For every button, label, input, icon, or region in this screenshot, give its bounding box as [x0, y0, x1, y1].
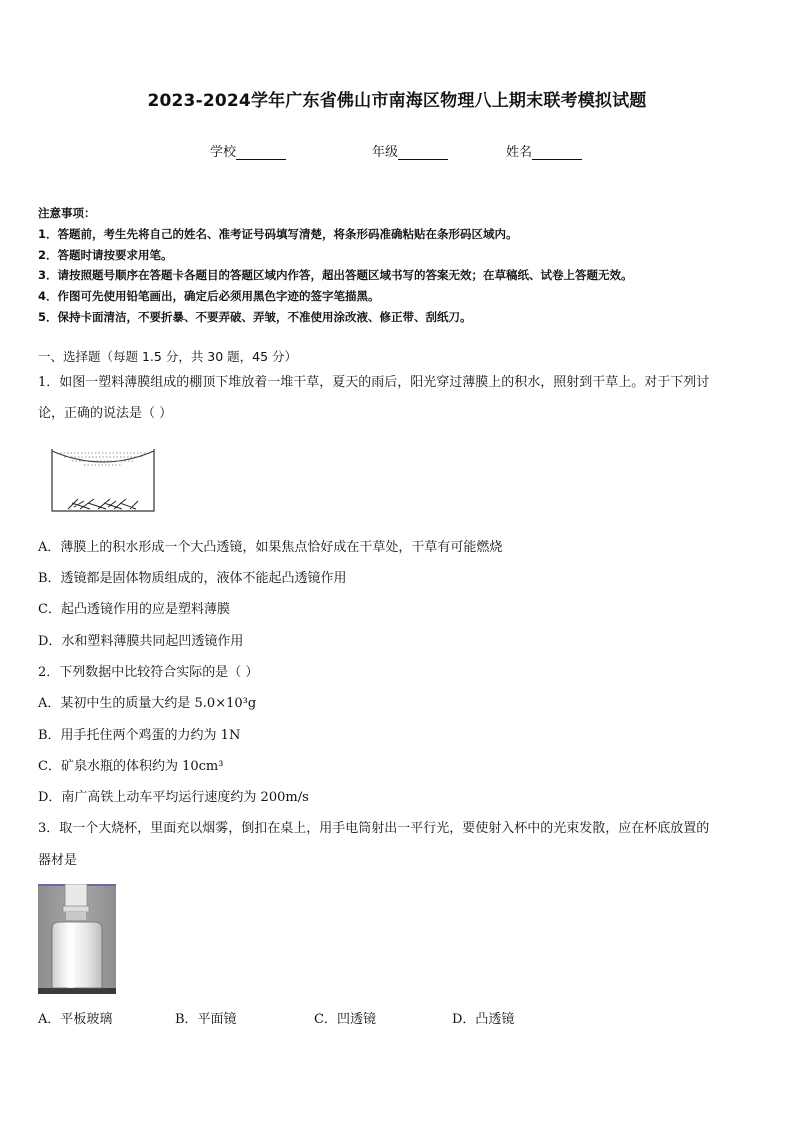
q1-shed-figure: [50, 447, 156, 513]
name-label: 姓名: [506, 145, 533, 160]
q3-option-c: C．凹透镜: [314, 1012, 376, 1027]
q2-stem: 2．下列数据中比较符合实际的是（ ）: [38, 665, 259, 680]
q3-beaker-figure: [38, 884, 116, 994]
note-item: 5．保持卡面清洁，不要折暴、不要弄破、弄皱，不准使用涂改液、修正带、刮纸刀。: [38, 309, 472, 324]
q3-stem-line1: 3．取一个大烧杯，里面充以烟雾，倒扣在桌上，用手电筒射出一平行光，要使射入杯中的光束发散，应在杯底放置的: [38, 821, 710, 836]
grade-blank: [398, 145, 448, 160]
q3-options-row: [38, 1008, 638, 1028]
q1-option-d: D．水和塑料薄膜共同起凹透镜作用: [38, 634, 244, 649]
q2-option-d: D．南广高铁上动车平均运行速度约为 200m/s: [38, 790, 309, 805]
note-item: 3．请按照题号顺序在答题卡各题目的答题区域内作答，超出答题区域书写的答案无效；在草稿纸、试卷上答题无效。: [38, 268, 633, 283]
school-blank: [236, 145, 286, 160]
q2-option-b: B．用手托住两个鸡蛋的力约为 1N: [38, 728, 241, 743]
section-heading: 一、选择题（每题 1.5 分，共 30 题，45 分）: [38, 349, 298, 364]
q1-option-a: A．薄膜上的积水形成一个大凸透镜，如果焦点恰好成在干草处，干草有可能燃烧: [38, 540, 503, 555]
page-title: 2023-2024学年广东省佛山市南海区物理八上期末联考模拟试题: [147, 91, 647, 111]
q2-option-c: C．矿泉水瓶的体积约为 10cm³: [38, 759, 224, 774]
note-item: 1．答题前，考生先将自己的姓名、准考证号码填写清楚，将条形码准确粘贴在条形码区域内。: [38, 226, 518, 241]
notes-block: [38, 203, 768, 328]
q3-option-d: D．凸透镜: [452, 1012, 515, 1027]
q3-option-b: B．平面镜: [175, 1012, 237, 1027]
q1-stem-line2: 论，正确的说法是（ ）: [38, 406, 173, 421]
grade-field: [372, 141, 448, 160]
name-field: [506, 141, 582, 160]
q3-stem-line2: 器材是: [38, 853, 78, 868]
note-item: 4．作图可先使用铅笔画出，确定后必须用黑色字迹的签字笔描黑。: [38, 289, 380, 304]
note-item: 2．答题时请按要求用笔。: [38, 247, 173, 262]
q1-option-c: C．起凸透镜作用的应是塑料薄膜: [38, 602, 230, 617]
student-info-row: [0, 141, 794, 161]
school-label: 学校: [210, 145, 237, 160]
q1-stem-line1: 1．如图一塑料薄膜组成的棚顶下堆放着一堆干草，夏天的雨后，阳光穿过薄膜上的积水，照射到干草上。对于下列讨: [38, 375, 710, 390]
q2-option-a: A．某初中生的质量大约是 5.0×10³g: [38, 696, 257, 711]
notes-heading: 注意事项：: [38, 206, 96, 220]
q1-option-b: B．透镜都是固体物质组成的，液体不能起凸透镜作用: [38, 571, 347, 586]
q3-option-a: A．平板玻璃: [38, 1012, 113, 1027]
name-blank: [532, 145, 582, 160]
school-field: [210, 141, 286, 160]
grade-label: 年级: [372, 145, 399, 160]
